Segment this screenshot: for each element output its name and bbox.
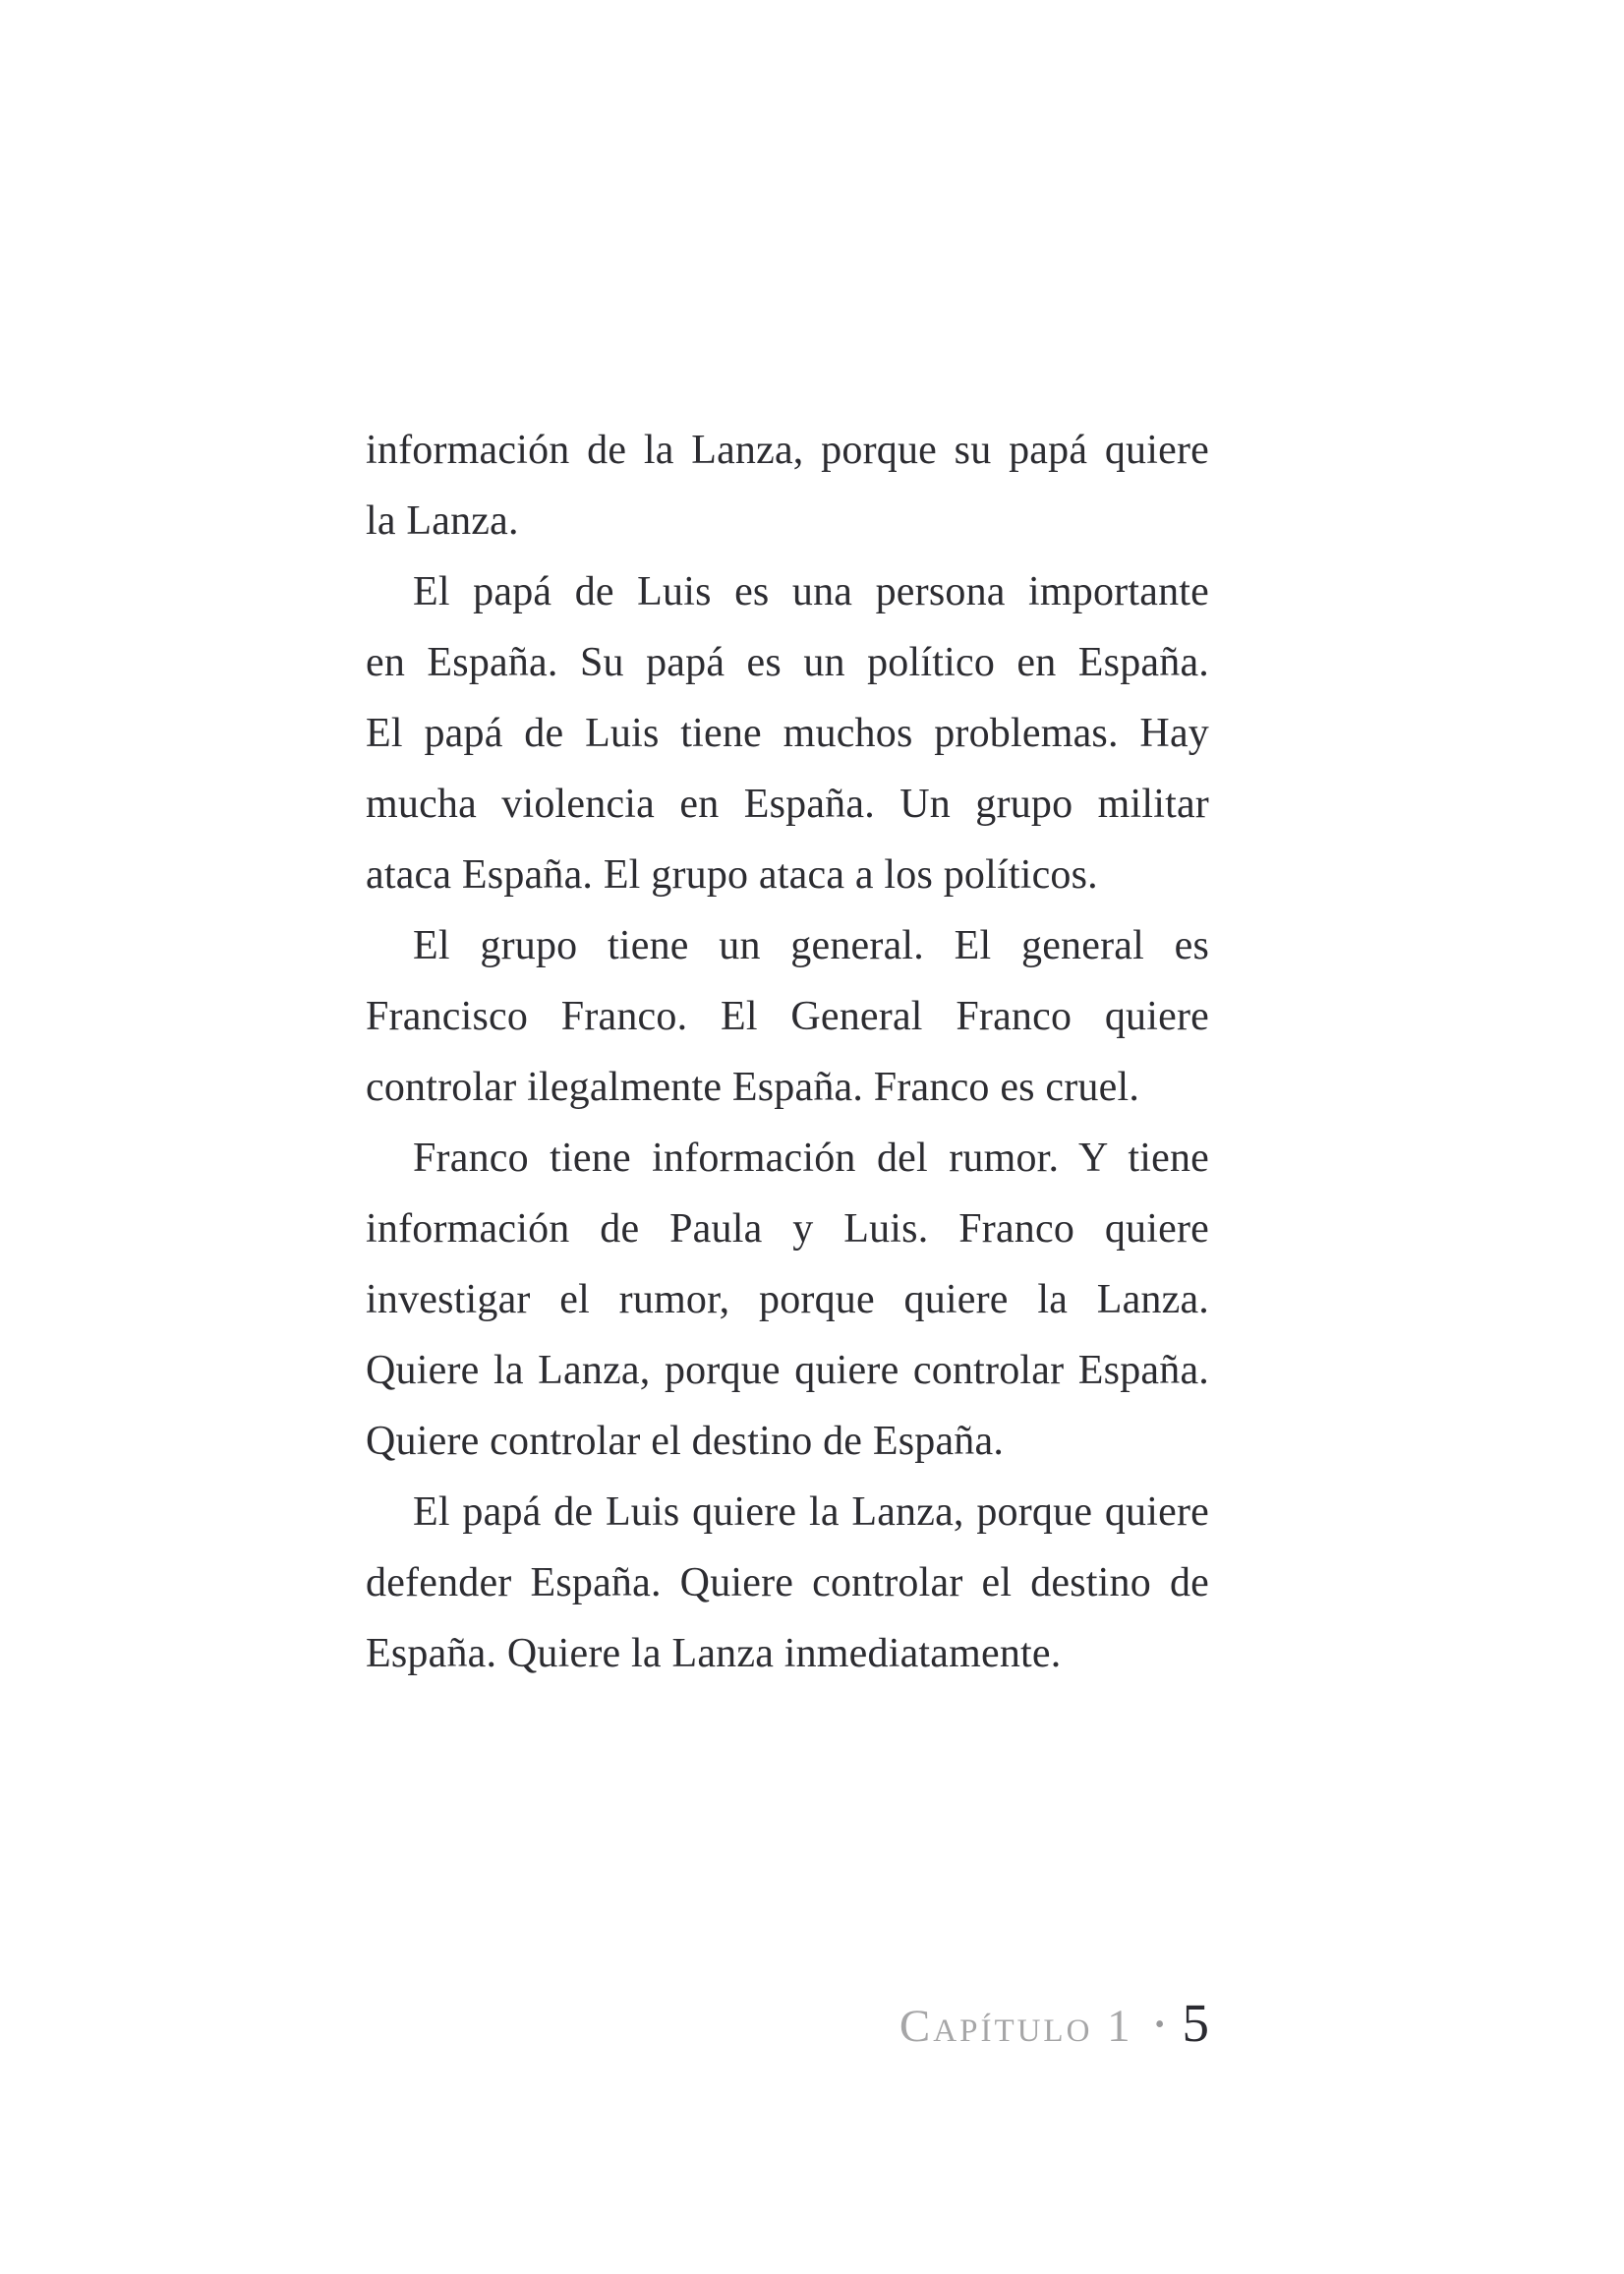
page-text: [366, 415, 1209, 1689]
text-line: Franco tiene información del rumor. Y tiene: [413, 1136, 1209, 1181]
text-line: información de la Lanza, porque su papá quiere: [366, 428, 1209, 473]
text-line: ataca España. El grupo ataca a los políticos.: [366, 852, 1098, 898]
text-line: El grupo tiene un general. El general es: [413, 923, 1209, 968]
text-line: Francisco Franco. El General Franco quiere: [366, 994, 1209, 1039]
chapter-label: Capítulo 1: [899, 2001, 1133, 2052]
paragraph: [366, 910, 1209, 1123]
text-line: España. Quiere la Lanza inmediatamente.: [366, 1631, 1062, 1676]
bullet-separator-icon: •: [1154, 2010, 1165, 2040]
text-line: Quiere controlar el destino de España.: [366, 1419, 1005, 1464]
page-footer: [899, 1994, 1209, 2056]
paragraph: [366, 1477, 1209, 1689]
text-line: Quiere la Lanza, porque quiere controlar España.: [366, 1348, 1209, 1393]
text-line: mucha violencia en España. Un grupo militar: [366, 782, 1209, 827]
text-line: El papá de Luis quiere la Lanza, porque quiere: [413, 1489, 1209, 1535]
paragraph: [366, 415, 1209, 556]
text-line: en España. Su papá es un político en España.: [366, 640, 1209, 685]
paragraph: [366, 1123, 1209, 1477]
page-number: 5: [1182, 1993, 1209, 2053]
text-line: investigar el rumor, porque quiere la Lanza.: [366, 1277, 1209, 1322]
paragraph: [366, 556, 1209, 910]
text-line: la Lanza.: [366, 498, 519, 544]
text-line: El papá de Luis tiene muchos problemas. Hay: [366, 711, 1209, 756]
text-line: El papá de Luis es una persona importante: [413, 569, 1209, 614]
text-line: defender España. Quiere controlar el destino de: [366, 1560, 1209, 1605]
text-line: controlar ilegalmente España. Franco es cruel.: [366, 1065, 1140, 1110]
text-line: información de Paula y Luis. Franco quiere: [366, 1206, 1209, 1252]
